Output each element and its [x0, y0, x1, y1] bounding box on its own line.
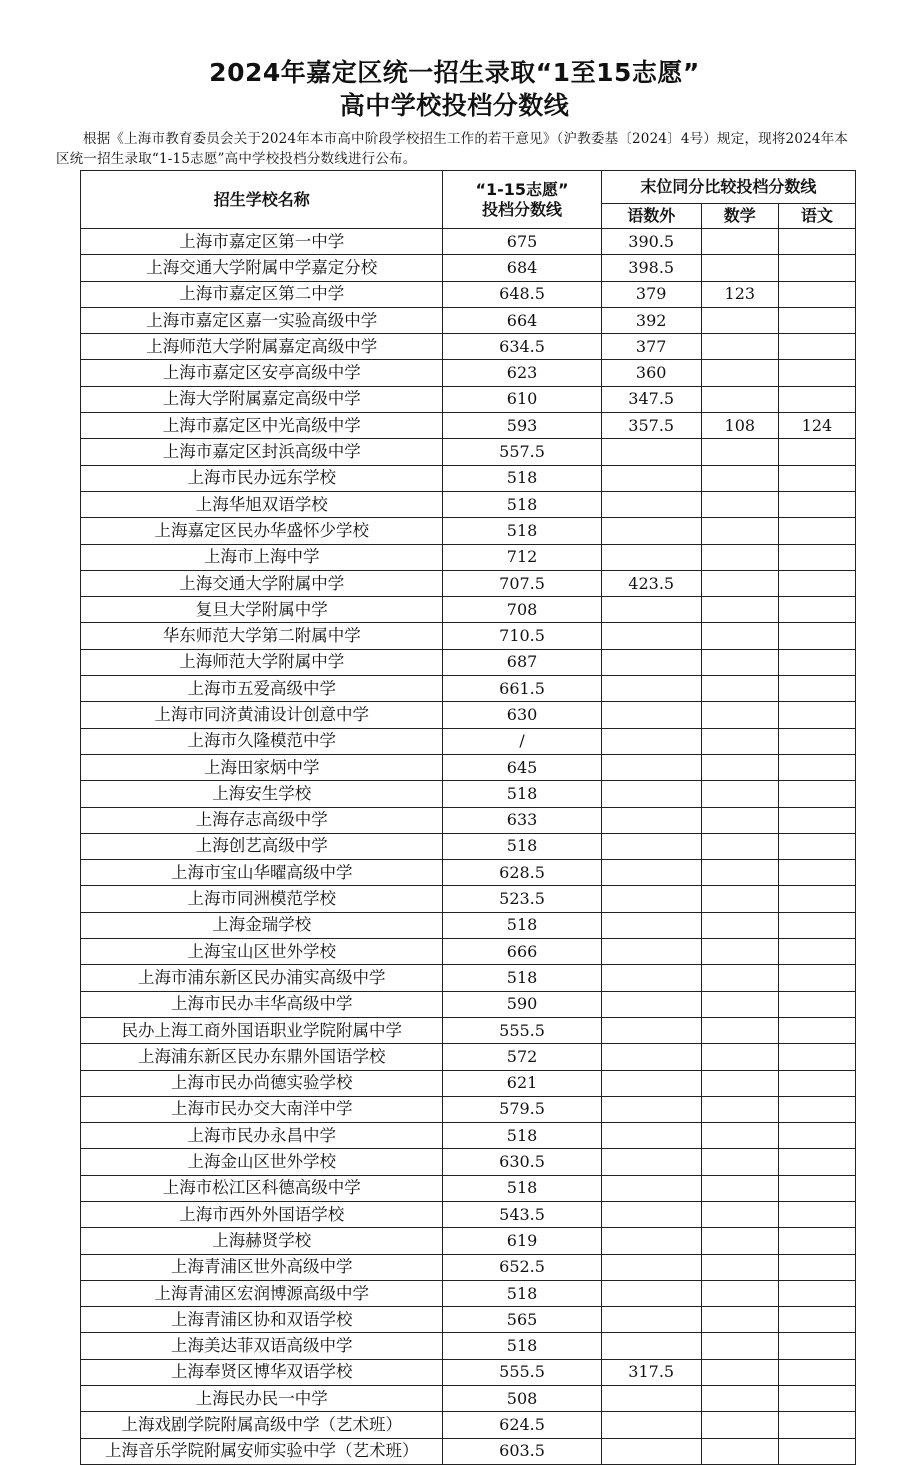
math-score-cell [701, 1123, 778, 1149]
math-score-cell [701, 1175, 778, 1201]
chinese-score-cell [778, 255, 855, 281]
school-name-cell: 上海市上海中学 [81, 544, 443, 570]
table-row [81, 544, 856, 570]
chinese-score-cell [778, 1096, 855, 1122]
ysw-score-cell [601, 1254, 701, 1280]
ysw-score-cell: 392 [601, 307, 701, 333]
ysw-score-cell [601, 702, 701, 728]
chinese-score-cell [778, 912, 855, 938]
ysw-score-cell [601, 1149, 701, 1175]
school-name-cell: 上海市民办永昌中学 [81, 1123, 443, 1149]
admission-score-cell: 661.5 [443, 676, 601, 702]
ysw-score-cell [601, 728, 701, 754]
ysw-score-cell [601, 597, 701, 623]
admission-score-cell: 610 [443, 386, 601, 412]
chinese-score-cell [778, 781, 855, 807]
school-name-cell: 上海市松江区科德高级中学 [81, 1175, 443, 1201]
math-score-cell [701, 465, 778, 491]
table-row [81, 1149, 856, 1175]
chinese-score-cell [778, 334, 855, 360]
chinese-score-cell [778, 1438, 855, 1464]
math-score-cell [701, 1280, 778, 1306]
header-admission-score-line2: 投档分数线 [482, 199, 563, 219]
ysw-score-cell [601, 1123, 701, 1149]
math-score-cell [701, 255, 778, 281]
admission-score-cell: 590 [443, 991, 601, 1017]
ysw-score-cell [601, 1070, 701, 1096]
chinese-score-cell [778, 1149, 855, 1175]
ysw-score-cell [601, 807, 701, 833]
school-name-cell: 上海市五爱高级中学 [81, 676, 443, 702]
admission-score-cell: 621 [443, 1070, 601, 1096]
chinese-score-cell [778, 307, 855, 333]
admission-score-cell: 666 [443, 939, 601, 965]
ysw-score-cell: 347.5 [601, 386, 701, 412]
ysw-score-cell [601, 939, 701, 965]
admission-score-cell: 555.5 [443, 1017, 601, 1043]
table-row [81, 255, 856, 281]
table-row [81, 781, 856, 807]
table-row [81, 229, 856, 255]
math-score-cell [701, 1044, 778, 1070]
admission-score-cell: 518 [443, 1280, 601, 1306]
math-score-cell [701, 912, 778, 938]
table-row [81, 1333, 856, 1359]
admission-score-cell: 623 [443, 360, 601, 386]
school-name-cell: 上海市久隆模范中学 [81, 728, 443, 754]
admission-score-cell: 652.5 [443, 1254, 601, 1280]
ysw-score-cell: 398.5 [601, 255, 701, 281]
ysw-score-cell [601, 1438, 701, 1464]
school-name-cell: 上海创艺高级中学 [81, 833, 443, 859]
math-score-cell [701, 229, 778, 255]
header-chinese: 语文 [778, 204, 855, 229]
ysw-score-cell [601, 833, 701, 859]
math-score-cell [701, 1307, 778, 1333]
ysw-score-cell: 379 [601, 281, 701, 307]
admission-score-cell: 518 [443, 465, 601, 491]
ysw-score-cell [601, 1280, 701, 1306]
school-name-cell: 上海赫贤学校 [81, 1228, 443, 1254]
math-score-cell [701, 1412, 778, 1438]
ysw-score-cell [601, 439, 701, 465]
math-score-cell [701, 1438, 778, 1464]
admission-score-cell: 603.5 [443, 1438, 601, 1464]
chinese-score-cell [778, 833, 855, 859]
table-row [81, 386, 856, 412]
school-name-cell: 上海市宝山华曜高级中学 [81, 860, 443, 886]
school-name-cell: 上海青浦区协和双语学校 [81, 1307, 443, 1333]
table-row [81, 491, 856, 517]
admission-score-cell: 675 [443, 229, 601, 255]
admission-score-cell: 648.5 [443, 281, 601, 307]
score-table [80, 170, 856, 1465]
school-name-cell: 上海市嘉定区嘉一实验高级中学 [81, 307, 443, 333]
table-row [81, 965, 856, 991]
admission-score-cell: 523.5 [443, 886, 601, 912]
admission-score-cell: 518 [443, 1175, 601, 1201]
ysw-score-cell [601, 991, 701, 1017]
document-title-line1: 2024年嘉定区统一招生录取“1至15志愿” [209, 58, 700, 87]
table-row [81, 623, 856, 649]
admission-score-cell: / [443, 728, 601, 754]
school-name-cell: 上海市同济黄浦设计创意中学 [81, 702, 443, 728]
math-score-cell [701, 1386, 778, 1412]
chinese-score-cell [778, 1017, 855, 1043]
math-score-cell [701, 1096, 778, 1122]
school-name-cell: 上海市嘉定区安亭高级中学 [81, 360, 443, 386]
table-row [81, 597, 856, 623]
chinese-score-cell [778, 491, 855, 517]
chinese-score-cell [778, 281, 855, 307]
school-name-cell: 上海师范大学附属嘉定高级中学 [81, 334, 443, 360]
school-name-cell: 上海市民办交大南洋中学 [81, 1096, 443, 1122]
school-name-cell: 上海美达菲双语高级中学 [81, 1333, 443, 1359]
school-name-cell: 上海市民办丰华高级中学 [81, 991, 443, 1017]
table-row [81, 1096, 856, 1122]
math-score-cell [701, 833, 778, 859]
chinese-score-cell [778, 1412, 855, 1438]
math-score-cell [701, 860, 778, 886]
math-score-cell [701, 1201, 778, 1227]
admission-score-cell: 630 [443, 702, 601, 728]
admission-score-cell: 645 [443, 754, 601, 780]
table-row [81, 1280, 856, 1306]
admission-score-cell: 518 [443, 781, 601, 807]
school-name-cell: 上海市嘉定区第二中学 [81, 281, 443, 307]
math-score-cell [701, 676, 778, 702]
admission-score-cell: 619 [443, 1228, 601, 1254]
school-name-cell: 上海青浦区宏润博源高级中学 [81, 1280, 443, 1306]
math-score-cell: 123 [701, 281, 778, 307]
table-row [81, 1044, 856, 1070]
table-row [81, 939, 856, 965]
ysw-score-cell [601, 860, 701, 886]
chinese-score-cell [778, 860, 855, 886]
chinese-score-cell [778, 807, 855, 833]
table-row [81, 1070, 856, 1096]
table-row [81, 1412, 856, 1438]
math-score-cell [701, 781, 778, 807]
chinese-score-cell [778, 1280, 855, 1306]
admission-score-cell: 707.5 [443, 570, 601, 596]
table-row [81, 1201, 856, 1227]
admission-score-cell: 628.5 [443, 860, 601, 886]
school-name-cell: 上海市嘉定区封浜高级中学 [81, 439, 443, 465]
table-row [81, 1438, 856, 1464]
admission-score-cell: 684 [443, 255, 601, 281]
chinese-score-cell [778, 1070, 855, 1096]
school-name-cell: 上海市同洲模范学校 [81, 886, 443, 912]
ysw-score-cell [601, 1386, 701, 1412]
admission-score-cell: 518 [443, 491, 601, 517]
chinese-score-cell [778, 518, 855, 544]
chinese-score-cell: 124 [778, 413, 855, 439]
chinese-score-cell [778, 1175, 855, 1201]
chinese-score-cell [778, 1201, 855, 1227]
table-row [81, 518, 856, 544]
math-score-cell [701, 1017, 778, 1043]
admission-score-cell: 518 [443, 518, 601, 544]
math-score-cell [701, 570, 778, 596]
school-name-cell: 上海市浦东新区民办浦实高级中学 [81, 965, 443, 991]
chinese-score-cell [778, 649, 855, 675]
chinese-score-cell [778, 1044, 855, 1070]
table-body [81, 229, 856, 1465]
math-score-cell [701, 334, 778, 360]
ysw-score-cell [601, 912, 701, 938]
ysw-score-cell: 377 [601, 334, 701, 360]
admission-score-cell: 633 [443, 807, 601, 833]
admission-score-cell: 687 [443, 649, 601, 675]
table-row [81, 465, 856, 491]
school-name-cell: 上海市西外外国语学校 [81, 1201, 443, 1227]
math-score-cell [701, 597, 778, 623]
chinese-score-cell [778, 886, 855, 912]
chinese-score-cell [778, 991, 855, 1017]
table-row [81, 1017, 856, 1043]
school-name-cell: 上海市民办尚德实验学校 [81, 1070, 443, 1096]
chinese-score-cell [778, 728, 855, 754]
admission-score-cell: 565 [443, 1307, 601, 1333]
chinese-score-cell [778, 465, 855, 491]
admission-score-cell: 508 [443, 1386, 601, 1412]
math-score-cell [701, 886, 778, 912]
ysw-score-cell [601, 1307, 701, 1333]
admission-score-cell: 557.5 [443, 439, 601, 465]
math-score-cell [701, 754, 778, 780]
chinese-score-cell [778, 1386, 855, 1412]
school-name-cell: 上海戏剧学院附属高级中学（艺术班） [81, 1412, 443, 1438]
ysw-score-cell [601, 754, 701, 780]
admission-score-cell: 543.5 [443, 1201, 601, 1227]
ysw-score-cell [601, 518, 701, 544]
header-school-name: 招生学校名称 [81, 171, 443, 229]
chinese-score-cell [778, 386, 855, 412]
chinese-score-cell [778, 229, 855, 255]
school-name-cell: 上海嘉定区民办华盛怀少学校 [81, 518, 443, 544]
table-row [81, 360, 856, 386]
math-score-cell [701, 991, 778, 1017]
table-row [81, 728, 856, 754]
ysw-score-cell [601, 1228, 701, 1254]
ysw-score-cell [601, 1017, 701, 1043]
table-row [81, 912, 856, 938]
ysw-score-cell [601, 1333, 701, 1359]
admission-score-cell: 624.5 [443, 1412, 601, 1438]
ysw-score-cell [601, 781, 701, 807]
chinese-score-cell [778, 360, 855, 386]
ysw-score-cell [601, 886, 701, 912]
table-row [81, 413, 856, 439]
chinese-score-cell [778, 754, 855, 780]
chinese-score-cell [778, 623, 855, 649]
table-row [81, 570, 856, 596]
math-score-cell [701, 386, 778, 412]
math-score-cell [701, 965, 778, 991]
admission-score-cell: 712 [443, 544, 601, 570]
school-name-cell: 上海宝山区世外学校 [81, 939, 443, 965]
school-name-cell: 上海安生学校 [81, 781, 443, 807]
math-score-cell [701, 702, 778, 728]
admission-score-cell: 518 [443, 1333, 601, 1359]
math-score-cell [701, 439, 778, 465]
math-score-cell [701, 649, 778, 675]
ysw-score-cell [601, 465, 701, 491]
math-score-cell [701, 1149, 778, 1175]
math-score-cell: 108 [701, 413, 778, 439]
table-row [81, 676, 856, 702]
header-tiebreak-score: 末位同分比较投档分数线 [601, 171, 855, 204]
math-score-cell [701, 807, 778, 833]
math-score-cell [701, 1070, 778, 1096]
school-name-cell: 上海青浦区世外高级中学 [81, 1254, 443, 1280]
table-row [81, 1123, 856, 1149]
school-name-cell: 复旦大学附属中学 [81, 597, 443, 623]
admission-score-cell: 555.5 [443, 1359, 601, 1385]
chinese-score-cell [778, 597, 855, 623]
school-name-cell: 上海田家炳中学 [81, 754, 443, 780]
chinese-score-cell [778, 1307, 855, 1333]
ysw-score-cell: 317.5 [601, 1359, 701, 1385]
chinese-score-cell [778, 1254, 855, 1280]
table-row [81, 807, 856, 833]
ysw-score-cell: 360 [601, 360, 701, 386]
school-name-cell: 上海华旭双语学校 [81, 491, 443, 517]
chinese-score-cell [778, 1333, 855, 1359]
table-row [81, 702, 856, 728]
ysw-score-cell [601, 649, 701, 675]
math-score-cell [701, 544, 778, 570]
table-row [81, 1359, 856, 1385]
header-ysw: 语数外 [601, 204, 701, 229]
school-name-cell: 上海市民办远东学校 [81, 465, 443, 491]
school-name-cell: 上海金山区世外学校 [81, 1149, 443, 1175]
admission-score-cell: 518 [443, 965, 601, 991]
ysw-score-cell [601, 544, 701, 570]
math-score-cell [701, 1254, 778, 1280]
admission-score-cell: 634.5 [443, 334, 601, 360]
table-row [81, 334, 856, 360]
chinese-score-cell [778, 676, 855, 702]
ysw-score-cell [601, 1201, 701, 1227]
ysw-score-cell: 390.5 [601, 229, 701, 255]
math-score-cell [701, 939, 778, 965]
intro-paragraph: 根据《上海市教育委员会关于2024年本市高中阶段学校招生工作的若干意见》（沪教委基〔2024〕4号）规定，现将2024年本区统一招生录取“1-15志愿”高中学校投档分数线进行公布。 [56, 131, 849, 167]
math-score-cell [701, 1333, 778, 1359]
header-admission-score-line1: “1-15志愿” [475, 179, 569, 199]
ysw-score-cell: 423.5 [601, 570, 701, 596]
admission-score-cell: 708 [443, 597, 601, 623]
header-admission-score [443, 171, 601, 229]
table-row [81, 649, 856, 675]
ysw-score-cell [601, 1096, 701, 1122]
header-math: 数学 [701, 204, 778, 229]
math-score-cell [701, 623, 778, 649]
school-name-cell: 上海浦东新区民办东鼎外国语学校 [81, 1044, 443, 1070]
school-name-cell: 上海金瑞学校 [81, 912, 443, 938]
chinese-score-cell [778, 939, 855, 965]
ysw-score-cell [601, 1044, 701, 1070]
school-name-cell: 上海市嘉定区第一中学 [81, 229, 443, 255]
chinese-score-cell [778, 702, 855, 728]
school-name-cell: 上海师范大学附属中学 [81, 649, 443, 675]
math-score-cell [701, 1228, 778, 1254]
chinese-score-cell [778, 1123, 855, 1149]
chinese-score-cell [778, 1359, 855, 1385]
school-name-cell: 华东师范大学第二附属中学 [81, 623, 443, 649]
ysw-score-cell [601, 623, 701, 649]
ysw-score-cell [601, 676, 701, 702]
admission-score-cell: 579.5 [443, 1096, 601, 1122]
ysw-score-cell [601, 491, 701, 517]
admission-score-cell: 572 [443, 1044, 601, 1070]
table-row [81, 991, 856, 1017]
table-row [81, 1254, 856, 1280]
table-row [81, 1228, 856, 1254]
school-name-cell: 上海音乐学院附属安师实验中学（艺术班） [81, 1438, 443, 1464]
table-row [81, 1175, 856, 1201]
chinese-score-cell [778, 570, 855, 596]
ysw-score-cell [601, 965, 701, 991]
admission-score-cell: 664 [443, 307, 601, 333]
table-row [81, 439, 856, 465]
admission-score-cell: 593 [443, 413, 601, 439]
admission-score-cell: 630.5 [443, 1149, 601, 1175]
table-row [81, 833, 856, 859]
school-name-cell: 民办上海工商外国语职业学院附属中学 [81, 1017, 443, 1043]
school-name-cell: 上海奉贤区博华双语学校 [81, 1359, 443, 1385]
ysw-score-cell [601, 1175, 701, 1201]
document-title-line2: 高中学校投档分数线 [339, 91, 570, 120]
admission-score-cell: 518 [443, 1123, 601, 1149]
school-name-cell: 上海民办民一中学 [81, 1386, 443, 1412]
table-row [81, 886, 856, 912]
school-name-cell: 上海交通大学附属中学 [81, 570, 443, 596]
ysw-score-cell: 357.5 [601, 413, 701, 439]
ysw-score-cell [601, 1412, 701, 1438]
admission-score-cell: 518 [443, 912, 601, 938]
table-row [81, 1307, 856, 1333]
school-name-cell: 上海存志高级中学 [81, 807, 443, 833]
math-score-cell [701, 1359, 778, 1385]
chinese-score-cell [778, 1228, 855, 1254]
math-score-cell [701, 360, 778, 386]
math-score-cell [701, 491, 778, 517]
table-row [81, 281, 856, 307]
school-name-cell: 上海大学附属嘉定高级中学 [81, 386, 443, 412]
admission-score-cell: 518 [443, 833, 601, 859]
math-score-cell [701, 518, 778, 544]
school-name-cell: 上海交通大学附属中学嘉定分校 [81, 255, 443, 281]
chinese-score-cell [778, 544, 855, 570]
table-row [81, 307, 856, 333]
math-score-cell [701, 728, 778, 754]
admission-score-cell: 710.5 [443, 623, 601, 649]
chinese-score-cell [778, 439, 855, 465]
table-row [81, 860, 856, 886]
math-score-cell [701, 307, 778, 333]
table-row [81, 1386, 856, 1412]
chinese-score-cell [778, 965, 855, 991]
table-row [81, 754, 856, 780]
school-name-cell: 上海市嘉定区中光高级中学 [81, 413, 443, 439]
